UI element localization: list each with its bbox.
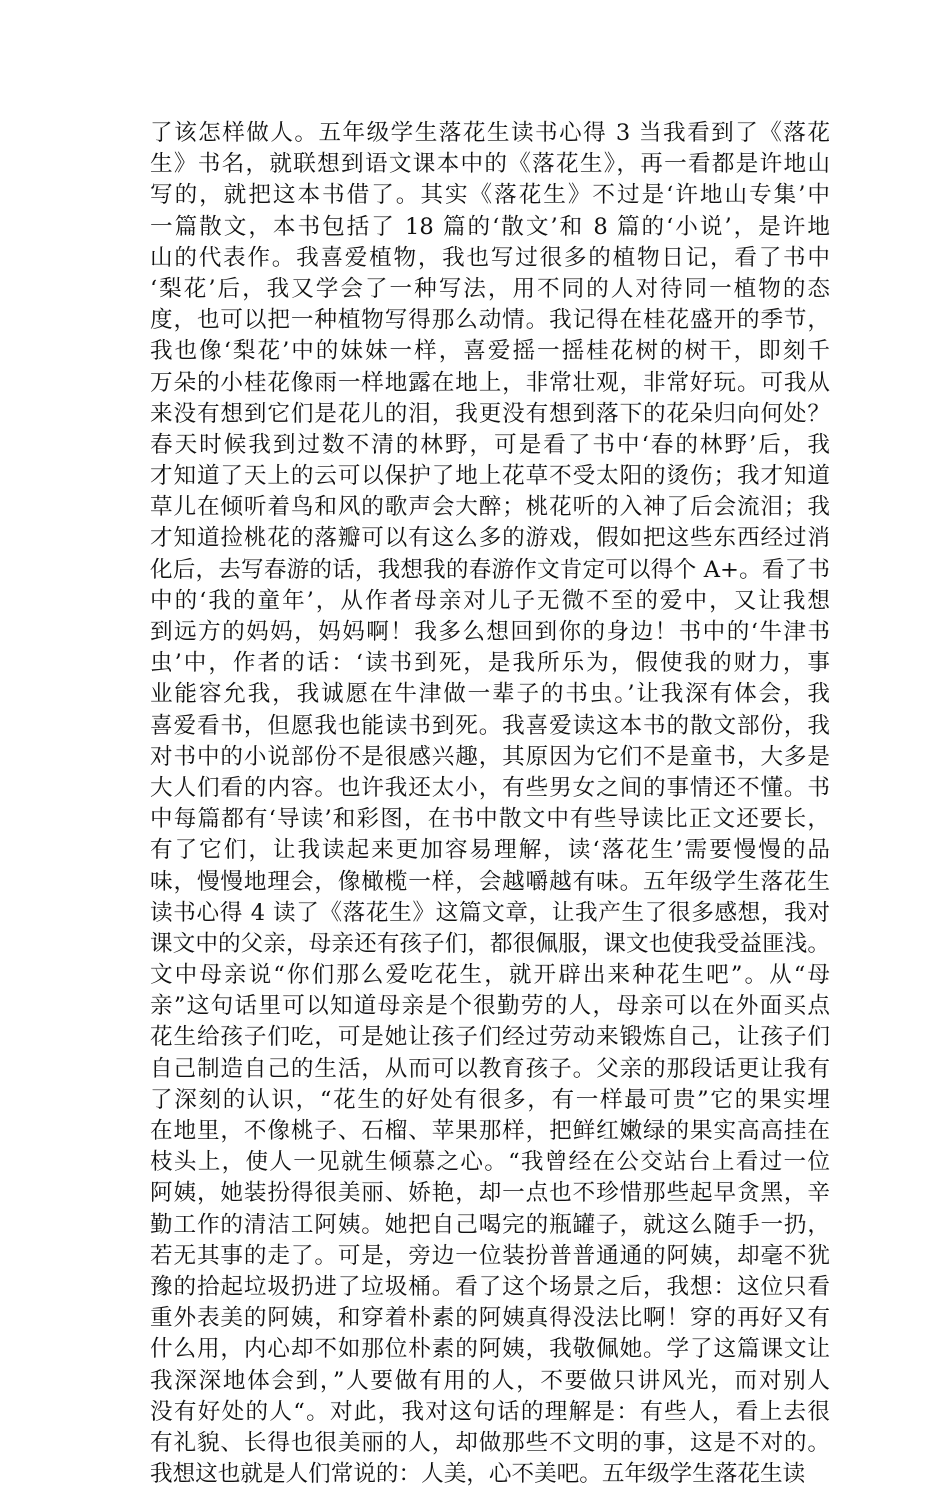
text-line: 来没有想到它们是花儿的泪，我更没有想到落下的花朵归向何处？ bbox=[150, 400, 830, 427]
text-line: 有了它们，让我读起来更加容易理解，读‘落花生’需要慢慢的品 bbox=[150, 837, 830, 864]
text-line: 春天时候我到过数不清的林野，可是看了书中‘春的林野’后，我 bbox=[150, 431, 830, 458]
text-line: 虫’中，作者的话：‘读书到死，是我所乐为，假使我的财力，事 bbox=[150, 650, 830, 677]
text-line: 万朵的小桂花像雨一样地露在地上，非常壮观，非常好玩。可我从 bbox=[150, 369, 830, 396]
text-line: 没有好处的人“。对此，我对这句话的理解是：有些人，看上去很 bbox=[150, 1398, 830, 1425]
text-line: 在地里，不像桃子、石榴、苹果那样，把鲜红嫩绿的果实高高挂在 bbox=[150, 1118, 830, 1144]
text-line: 亲”这句话里可以知道母亲是个很勤劳的人，母亲可以在外面买点 bbox=[150, 993, 830, 1020]
text-line: 到远方的妈妈，妈妈啊！我多么想回到你的身边！书中的‘牛津书 bbox=[150, 619, 830, 645]
text-line: 阿姨，她装扮得很美丽、娇艳，却一点也不珍惜那些起早贪黑，辛 bbox=[150, 1180, 830, 1207]
text-line: 中的‘我的童年’，从作者母亲对儿子无微不至的爱中，又让我想 bbox=[150, 587, 830, 614]
text-line: 生》书名，就联想到语文课本中的《落花生》，再一看都是许地山 bbox=[150, 151, 830, 178]
text-line: 有礼貌、长得也很美丽的人，却做那些不文明的事，这是不对的。 bbox=[150, 1429, 830, 1456]
text-line: 课文中的父亲，母亲还有孩子们，都很佩服，课文也使我受益匪浅。 bbox=[150, 930, 830, 957]
text-line: 文中母亲说“你们那么爱吃花生，就开辟出来种花生吧”。从“母 bbox=[150, 962, 830, 989]
text-line: 枝头上，使人一见就生倾慕之心。“我曾经在公交站台上看过一位 bbox=[150, 1149, 830, 1176]
text-line: 才知道捡桃花的落瓣可以有这么多的游戏，假如把这些东西经过消 bbox=[150, 525, 830, 552]
body-text bbox=[150, 118, 830, 1490]
text-line: 了深刻的认识，“花生的好处有很多，有一样最可贵”它的果实埋 bbox=[150, 1086, 830, 1113]
text-line: 了该怎样做人。五年级学生落花生读书心得 3 当我看到了《落花 bbox=[150, 120, 830, 146]
text-line: 味，慢慢地理会，像橄榄一样，会越嚼越有味。五年级学生落花生 bbox=[150, 868, 830, 895]
text-line: 化后，去写春游的话，我想我的春游作文肯定可以得个 A+。看了书 bbox=[150, 556, 830, 583]
text-line: 豫的拾起垃圾扔进了垃圾桶。看了这个场景之后，我想：这位只看 bbox=[150, 1273, 830, 1300]
text-line: 读书心得 4 读了《落花生》这篇文章，让我产生了很多感想，我对 bbox=[150, 899, 830, 926]
text-line: 重外表美的阿姨，和穿着朴素的阿姨真得没法比啊！穿的再好又有 bbox=[150, 1305, 830, 1332]
text-line: 一篇散文，本书包括了 18 篇的‘散文’和 8 篇的‘小说’，是许地 bbox=[150, 213, 830, 240]
text-line: 若无其事的走了。可是，旁边一位装扮普普通通的阿姨，却毫不犹 bbox=[150, 1242, 830, 1269]
text-line: 花生给孩子们吃，可是她让孩子们经过劳动来锻炼自己，让孩子们 bbox=[150, 1024, 830, 1051]
text-line: 自己制造自己的生活，从而可以教育孩子。父亲的那段话更让我有 bbox=[150, 1055, 830, 1082]
text-line: 我也像‘梨花’中的妹妹一样，喜爱摇一摇桂花树的树干，即刻千 bbox=[150, 338, 830, 365]
text-line: 大人们看的内容。也许我还太小，有些男女之间的事情还不懂。书 bbox=[150, 774, 830, 801]
text-line: 业能容允我，我诚愿在牛津做一辈子的书虫。’让我深有体会，我 bbox=[150, 681, 830, 708]
text-line: 对书中的小说部份不是很感兴趣，其原因为它们不是童书，大多是 bbox=[150, 743, 830, 770]
text-line: 才知道了天上的云可以保护了地上花草不受太阳的烫伤；我才知道 bbox=[150, 463, 830, 490]
text-line: 勤工作的清洁工阿姨。她把自己喝完的瓶罐子，就这么随手一扔， bbox=[150, 1211, 830, 1238]
text-line: 草儿在倾听着鸟和风的歌声会大醉；桃花听的入神了后会流泪；我 bbox=[150, 494, 830, 521]
text-line: 我想这也就是人们常说的：人美，心不美吧。五年级学生落花生读 bbox=[150, 1461, 806, 1488]
text-line: 我深深地体会到，”人要做有用的人，不要做只讲风光，而对别人 bbox=[150, 1367, 830, 1394]
text-line: 喜爱看书，但愿我也能读书到死。我喜爱读这本书的散文部份，我 bbox=[150, 712, 830, 739]
text-line: 什么用，内心却不如那位朴素的阿姨，我敬佩她。学了这篇课文让 bbox=[150, 1336, 830, 1363]
text-line: 中每篇都有‘导读’和彩图，在书中散文中有些导读比正文还要长， bbox=[150, 806, 830, 833]
text-line: 度，也可以把一种植物写得那么动情。我记得在桂花盛开的季节， bbox=[150, 307, 830, 334]
text-line: 写的，就把这本书借了。其实《落花生》不过是‘许地山专集’中 bbox=[150, 182, 830, 209]
text-line: 山的代表作。我喜爱植物，我也写过很多的植物日记，看了书中 bbox=[150, 244, 830, 271]
text-line: ‘梨花’后，我又学会了一种写法，用不同的人对待同一植物的态 bbox=[150, 275, 830, 302]
